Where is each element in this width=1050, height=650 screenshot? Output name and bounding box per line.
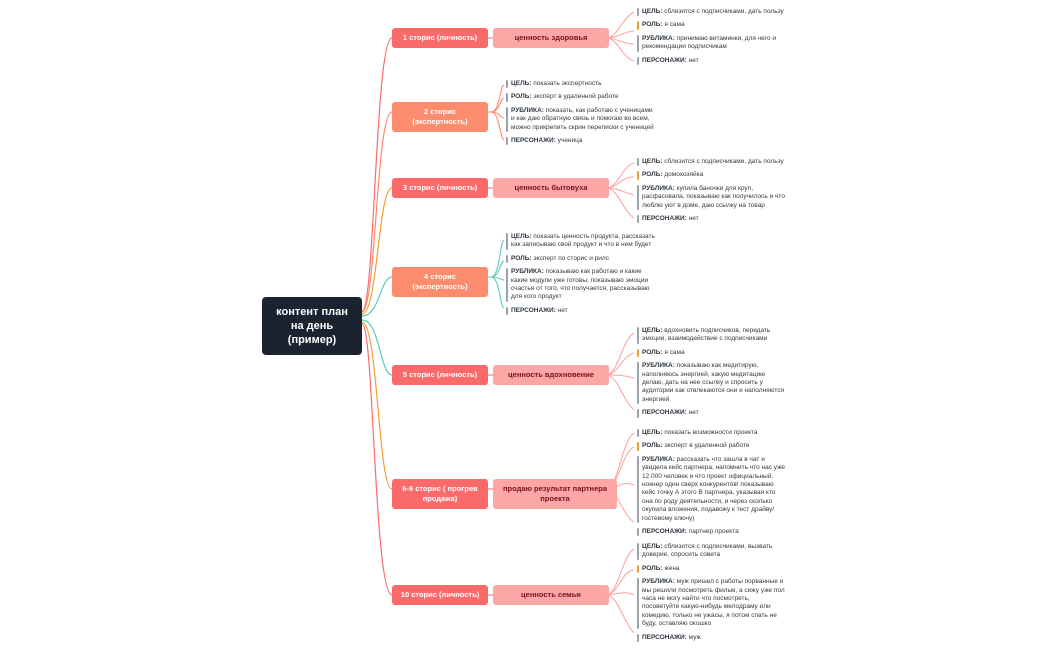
story-node-5-label: 5 сторис (личность) — [402, 370, 478, 379]
detail-role-1: РОЛЬ: я сама — [637, 19, 787, 32]
root-node-label: контент план на день (пример) — [276, 306, 348, 346]
detail-rubric-2: РУБЛИКА: показать, как работаю с ученицами и как даю обратную связь и помогаю во всем, можно прикрепить скрин переписки с ученицей — [506, 105, 656, 135]
detail-group-6 — [637, 427, 787, 539]
detail-group-3 — [637, 156, 787, 226]
detail-goal-10: ЦЕЛЬ: сблизится с подписчиками, вызвать доверие, спросить совета — [637, 541, 787, 563]
detail-characters-1: ПЕРСОНАЖИ: нет — [637, 55, 787, 68]
detail-group-4 — [506, 231, 656, 318]
detail-rubric-6: РУБЛИКА: рассказать что зашла в чат и увидела кейс партнера, напомнить что нас уже 12.000 человек и что проект официальный, нокнер один сверх конкурентов! показываю кейс точку А этого В партнера, указывая кто она по роду деятельности, и через сколько окупила вложения, подавожу к тест драйву/гостевому ключу) — [637, 454, 787, 526]
theme-node-10-label: ценность семьи — [521, 590, 581, 599]
detail-rubric-1: РУБЛИКА: принимаю витаминки, для чего и рекомендации подписчикам — [637, 33, 787, 55]
detail-role-5: РОЛЬ: я сама — [637, 347, 787, 360]
detail-goal-3: ЦЕЛЬ: сблизится с подписчиками, дать пользу — [637, 156, 787, 169]
theme-node-6-label: продаю результат партнера проекта — [502, 484, 607, 503]
detail-goal-2: ЦЕЛЬ: показать экспертность — [506, 78, 656, 91]
detail-group-2 — [506, 78, 656, 148]
detail-characters-10: ПЕРСОНАЖИ: муж — [637, 632, 787, 645]
story-node-6-label: 6-9 сторис ( прогрев продажа) — [402, 484, 478, 503]
detail-goal-4: ЦЕЛЬ: показать ценность продукта, рассказать как записываю свой продукт и что в нем будет — [506, 231, 656, 253]
theme-node-3-label: ценность бытовуха — [514, 183, 588, 192]
detail-role-4: РОЛЬ: эксперт по сторис и рилс — [506, 253, 656, 266]
theme-node-1[interactable] — [493, 28, 609, 48]
detail-rubric-3: РУБЛИКА: купила баночки для круп, расфасовала, показываю как получилось и что люблю уют в доме, даю ссылку на товар — [637, 183, 787, 213]
detail-role-2: РОЛЬ: эксперт в удаленной работе — [506, 91, 656, 104]
story-node-3[interactable] — [392, 178, 488, 198]
story-node-1[interactable] — [392, 28, 488, 48]
story-node-6[interactable] — [392, 479, 488, 509]
theme-node-3[interactable] — [493, 178, 609, 198]
detail-group-1 — [637, 6, 787, 68]
story-node-2-label: 2 сторис (экспертность) — [412, 107, 468, 126]
theme-node-5[interactable] — [493, 365, 609, 385]
detail-goal-1: ЦЕЛЬ: сблизится с подписчиками, дать пользу — [637, 6, 787, 19]
detail-characters-5: ПЕРСОНАЖИ: нет — [637, 407, 787, 420]
detail-characters-6: ПЕРСОНАЖИ: партнер проекта — [637, 526, 787, 539]
story-node-10[interactable] — [392, 585, 488, 605]
story-node-3-label: 3 сторис (личность) — [402, 183, 478, 192]
detail-characters-4: ПЕРСОНАЖИ: нет — [506, 305, 656, 318]
detail-characters-2: ПЕРСОНАЖИ: ученица — [506, 135, 656, 148]
theme-node-10[interactable] — [493, 585, 609, 605]
detail-role-10: РОЛЬ: жена — [637, 563, 787, 576]
story-node-2[interactable] — [392, 102, 488, 132]
detail-goal-6: ЦЕЛЬ: показать возможности проекта — [637, 427, 787, 440]
theme-node-6[interactable] — [493, 479, 617, 509]
detail-rubric-5: РУБЛИКА: показываю как медитирую, наполняюсь энергией, какую медитацию делаю, дать на нее ссылку и спросить у аудитории как отвлекаются они и наполняются энергией — [637, 360, 787, 407]
story-node-1-label: 1 сторис (личность) — [402, 33, 478, 42]
story-node-4[interactable] — [392, 267, 488, 297]
detail-rubric-4: РУБЛИКА: показываю как работаю и какие какие модули уже готовы, показываю эмоции счастья от того, что получается, рассказываю для кого продукт — [506, 266, 656, 305]
detail-role-3: РОЛЬ: домохозяйка — [637, 169, 787, 182]
detail-rubric-10: РУБЛИКА: муж пришел с работы порванные и мы решили посмотреть фильм, а сижу уже пол часа не могу найти что посмотреть, посоветуйте какую-нибудь мелодраму или комедию, только не ужасы, я потом спать не буду, оставляю окошко — [637, 576, 787, 631]
root-node[interactable] — [262, 297, 362, 355]
story-node-5[interactable] — [392, 365, 488, 385]
detail-group-5 — [637, 325, 787, 421]
theme-node-5-label: ценность вдохновение — [508, 370, 594, 379]
detail-goal-5: ЦЕЛЬ: вдохновить подписчиков, передать эмоции, взаимодействие с подписчиками — [637, 325, 787, 347]
story-node-10-label: 10 сторис (личность) — [400, 590, 480, 599]
detail-group-10 — [637, 541, 787, 645]
story-node-4-label: 4 сторис (экспертность) — [412, 272, 468, 291]
theme-node-1-label: ценность здоровья — [514, 33, 588, 42]
detail-role-6: РОЛЬ: эксперт в удаленной работе — [637, 440, 787, 453]
detail-characters-3: ПЕРСОНАЖИ: нет — [637, 213, 787, 226]
